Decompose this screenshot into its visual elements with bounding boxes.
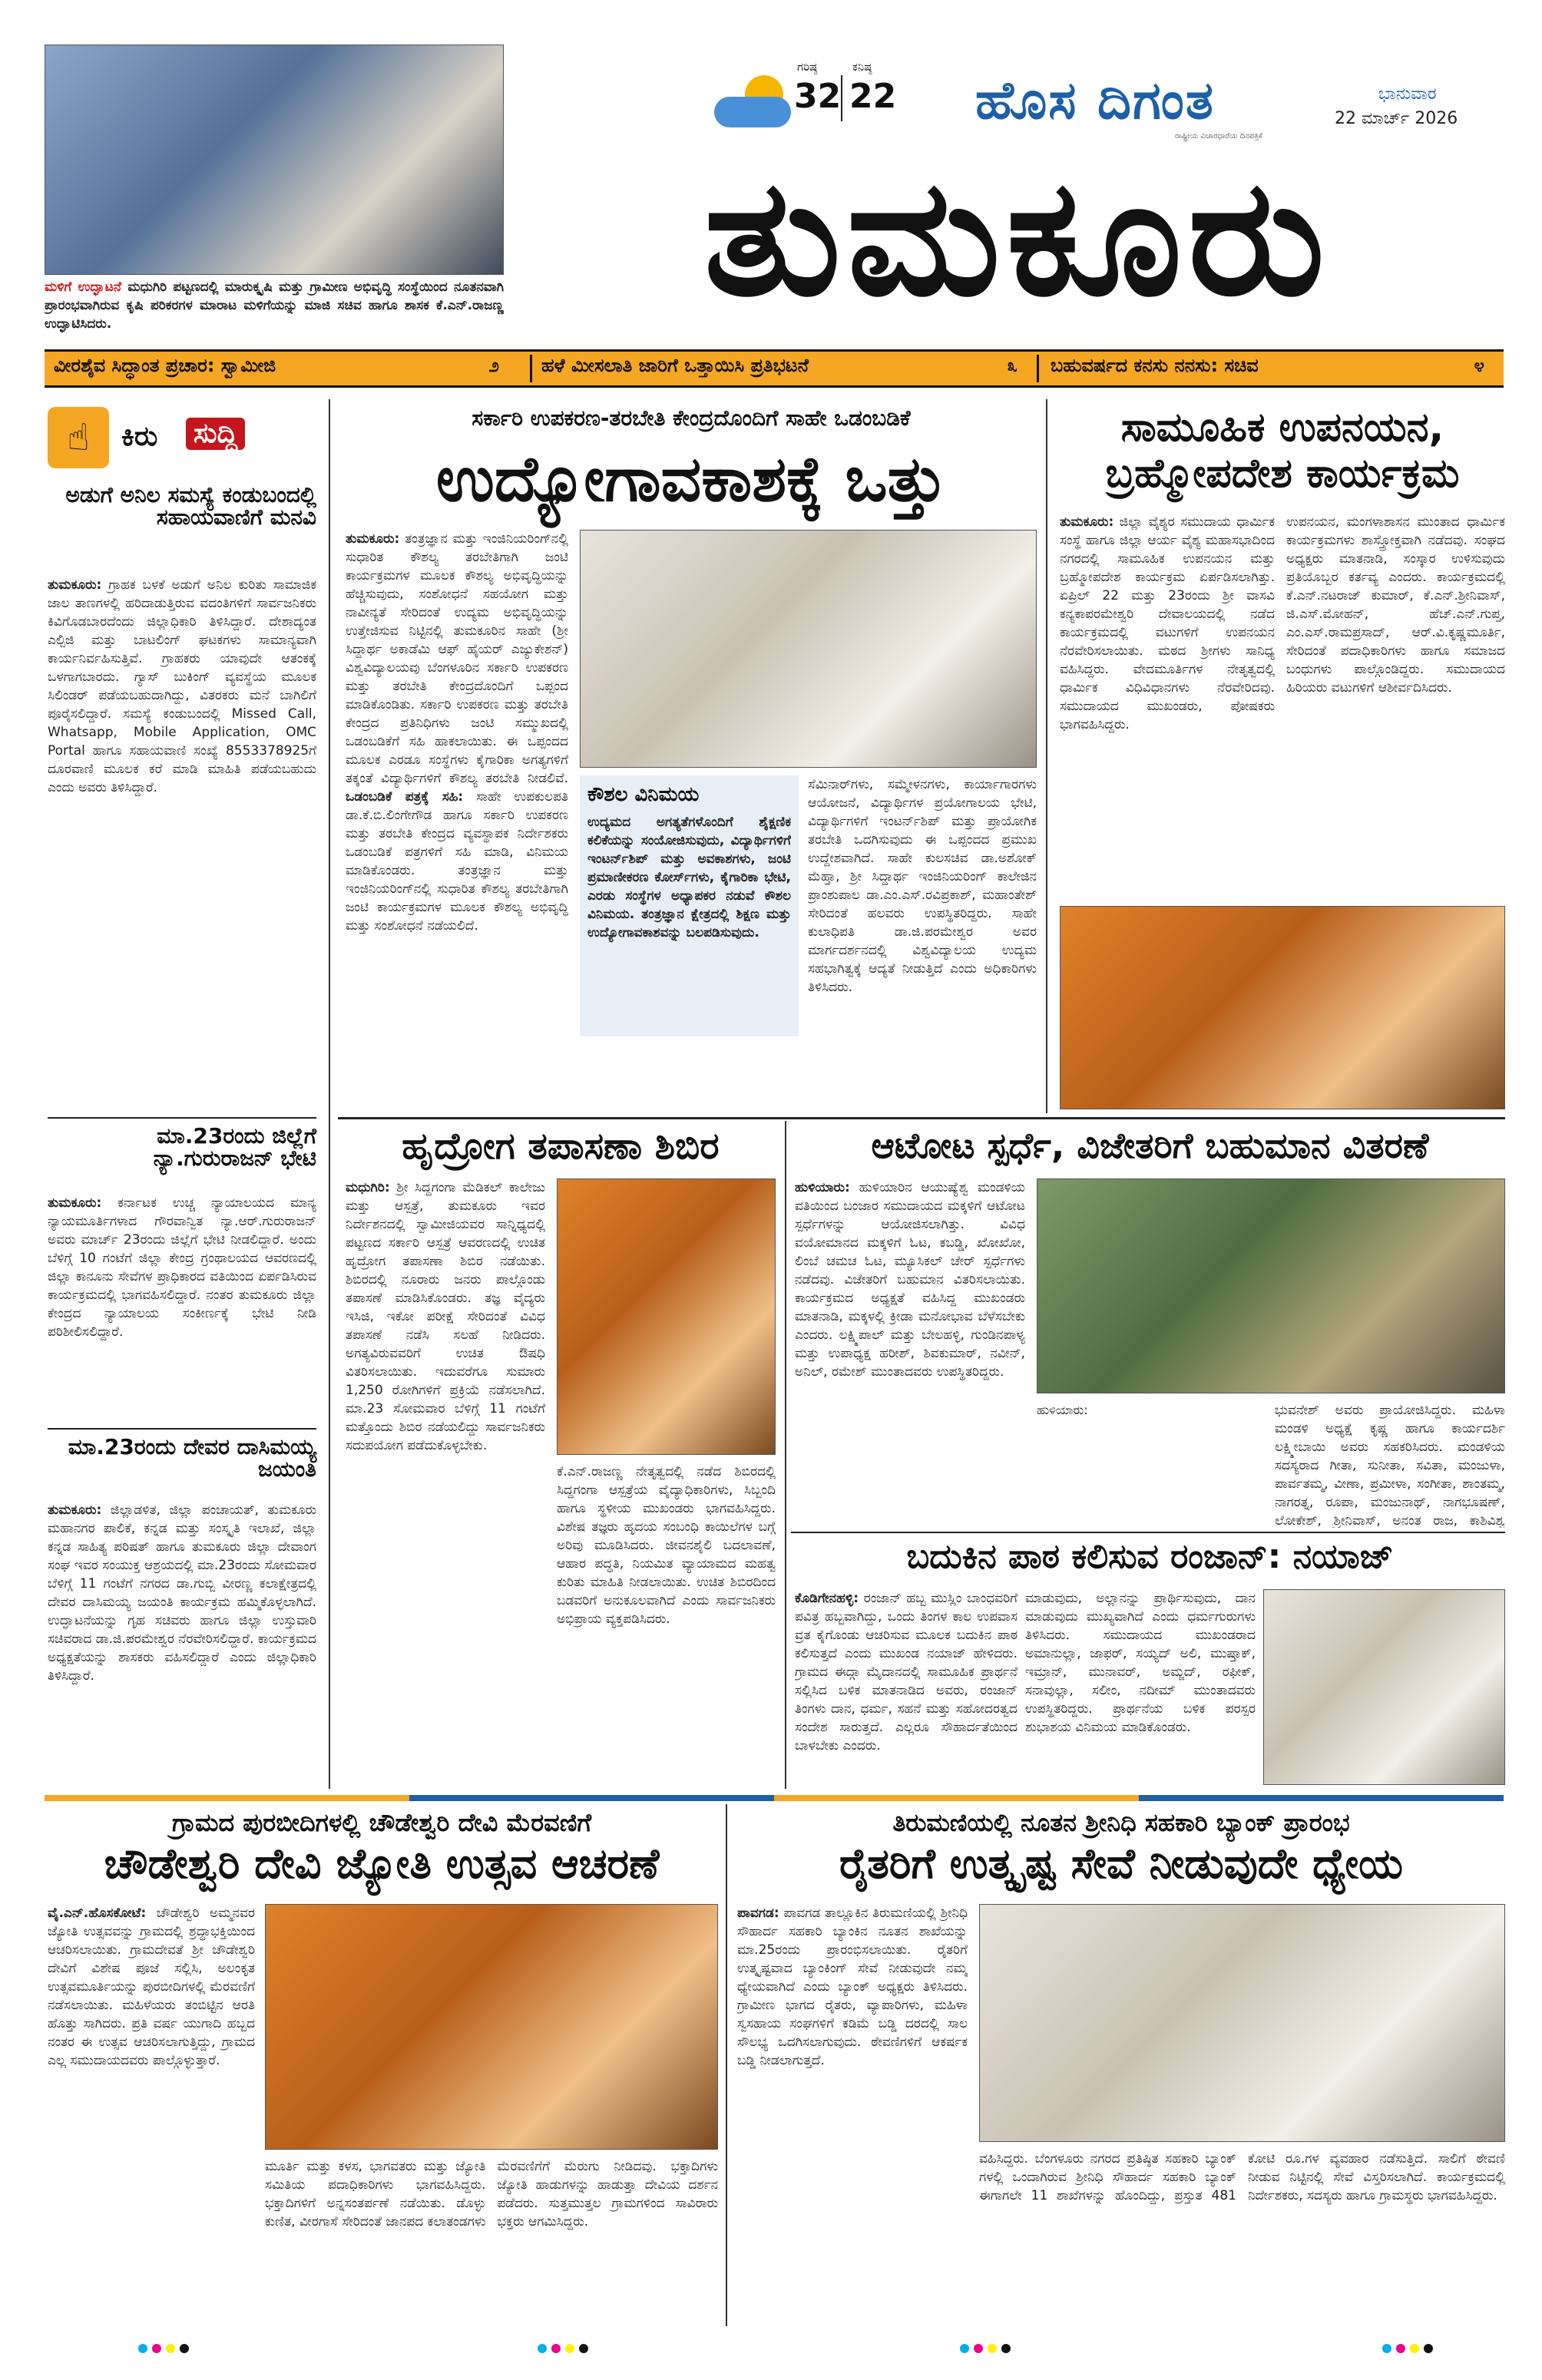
weather-widget <box>714 60 898 137</box>
edition-day: ಭಾನುವಾರ <box>1378 84 1437 104</box>
lead-box <box>580 775 799 1036</box>
upanayana-body-a: ತುಮಕೂರು: ಜಿಲ್ಲಾ ವೈಶ್ಯರ ಸಮುದಾಯ ಧಾರ್ಮಿಕ ಸಂಸ್ಥೆ ಹಾಗೂ ಜಿಲ್ಲಾ ಆರ್ಯ ವೈಶ್ಯ ಮಹಾಸಭಾದಿಂದ ನಗರದಲ್ಲಿ ಸಾಮೂಹಿಕ ಉಪನಯನ ಮತ್ತು ಬ್ರಹ್ಮೋಪದೇಶ ಕಾರ್ಯಕ್ರಮ ಏರ್ಪಡಿಸಲಾಗಿತ್ತು. ಏಪ್ರಿಲ್ 22 ಮತ್ತು 23ರಂದು ಶ್ರೀ ವಾಸವಿ ಕನ್ಯಕಾಪರಮೇಶ್ವರಿ ದೇವಾಲಯದಲ್ಲಿ ನಡೆದ ಕಾರ್ಯಕ್ರಮದಲ್ಲಿ ವಟುಗಳಿಗೆ ಉಪನಯನ ನೆರವೇರಿಸಲಾಯಿತು. ಮಠದ ಶ್ರೀಗಳು ಸಾನಿಧ್ಯ ವಹಿಸಿದ್ದರು. ವೇದಮೂರ್ತಿಗಳ ನೇತೃತ್ವದಲ್ಲಿ ಧಾರ್ಮಿಕ ವಿಧಿವಿಧಾನಗಳು ನೆರವೇರಿದವು. ಸಮುದಾಯದ ಮುಖಂಡರು, ಪೋಷಕರು ಭಾಗವಹಿಸಿದ್ದರು. <box>1060 514 1275 732</box>
choudeshwari-kicker: ಗ್ರಾಮದ ಪುರಬೀದಿಗಳಲ್ಲಿ ಚೌಡೇಶ್ವರಿ ದೇವಿ ಮೆರವಣಿಗೆ <box>172 1808 591 1837</box>
lead-body-c: ಸೆಮಿನಾರ್‌ಗಳು, ಸಮ್ಮೇಳನಗಳು, ಕಾರ್ಯಾಗಾರಗಳು ಆಯೋಜನೆ, ವಿದ್ಯಾರ್ಥಿಗಳ ಪ್ರಯೋಗಾಲಯ ಭೇಟಿ, ವಿದ್ಯಾರ್ಥಿಗಳಿಗೆ ಇಂಟರ್ನ್‌ಶಿಪ್ ಮತ್ತು ಪ್ರಾಯೋಗಿಕ ತರಬೇತಿ ಒದಗಿಸುವುದು ಈ ಒಪ್ಪಂದದ ಪ್ರಮುಖ ಉದ್ದೇಶವಾಗಿದೆ. ಸಾಹೇ ಕುಲಸಚಿವ ಡಾ.ಅಶೋಕ್ ಮೆಹ್ತಾ, ಶ್ರೀ ಸಿದ್ದಾರ್ಥ ಇಂಜಿನಿಯರಿಂಗ್ ಕಾಲೇಜಿನ ಪ್ರಾಂಶುಪಾಲ ಡಾ.ಎಂ.ಎಸ್.ರವಿಪ್ರಕಾಶ್, ಮಹಾಂತೇಶ್ ಸೇರಿದಂತೆ ಹಲವರು ಉಪಸ್ಥಿತರಿದ್ದರು. ಸಾಹೇ ಕುಲಾಧಿಪತಿ ಡಾ.ಜಿ.ಪರಮೇಶ್ವರ ಅವರ ಮಾರ್ಗದರ್ಶನದಲ್ಲಿ ವಿಶ್ವವಿದ್ಯಾಲಯ ಉದ್ಯಮ ಸಹಭಾಗಿತ್ವಕ್ಕೆ ಆದ್ಯತೆ ನೀಡುತ್ತಿದೆ ಎಂದು ಅಧಿಕಾರಿಗಳು ತಿಳಿಸಿದರು. <box>808 777 1037 995</box>
aatota-headline: ಆಟೋಟ ಸ್ಪರ್ಧೆ, ವಿಜೇತರಿಗೆ ಬಹುಮಾನ ವಿತರಣೆ <box>871 1125 1429 1166</box>
ramzan-dateline: ಕೊಡಿಗೇನಹಳ್ಳಿ: <box>795 1591 859 1606</box>
ramzan-photo <box>1263 1589 1505 1785</box>
hrudroga-body-b: ಕೆ.ಎನ್.ರಾಜಣ್ಣ ನೇತೃತ್ವದಲ್ಲಿ ನಡೆದ ಶಿಬಿರದಲ್ಲಿ ಸಿದ್ದಗಂಗಾ ಆಸ್ಪತ್ರೆಯ ವೈದ್ಯಾಧಿಕಾರಿಗಳು, ಸಿಬ್ಬಂದಿ ಹಾಗೂ ಸ್ಥಳೀಯ ಮುಖಂಡರು ಭಾಗವಹಿಸಿದ್ದರು. ವಿಶೇಷ ತಜ್ಞರು ಹೃದಯ ಸಂಬಂಧಿ ಕಾಯಿಲೆಗಳ ಬಗ್ಗೆ ಅರಿವು ಮೂಡಿಸಿದರು. ಜೀವನಶೈಲಿ ಬದಲಾವಣೆ, ಆಹಾರ ಪದ್ಧತಿ, ನಿಯಮಿತ ವ್ಯಾಯಾಮದ ಮಹತ್ವ ಕುರಿತು ಮಾಹಿತಿ ನೀಡಲಾಯಿತು. ಉಚಿತ ಶಿಬಿರದಿಂದ ಬಡವರಿಗೆ ಅನುಕೂಲವಾಗಿದೆ ಎಂದು ಸಾರ್ವಜನಿಕರು ಅಭಿಪ್ರಾಯ ವ್ಯಕ್ತಪಡಿಸಿದರು. <box>557 1464 776 1627</box>
upanayana-dateline: ತುಮಕೂರು: <box>1060 514 1114 530</box>
choudeshwari-body-a: ವೈ.ಎನ್.ಹೊಸಕೋಟೆ: ಚೌಡೇಶ್ವರಿ ಅಮ್ಮನವರ ಜ್ಯೋತಿ ಉತ್ಸವವನ್ನು ಗ್ರಾಮದಲ್ಲಿ ಶ್ರದ್ಧಾಭಕ್ತಿಯಿಂದ ಆಚರಿಸಲಾಯಿತು. ಗ್ರಾಮದೇವತೆ ಶ್ರೀ ಚೌಡೇಶ್ವರಿ ದೇವಿಗೆ ವಿಶೇಷ ಪೂಜೆ ಸಲ್ಲಿಸಿ, ಅಲಂಕೃತ ಉತ್ಸವಮೂರ್ತಿಯನ್ನು ಪುರಬೀದಿಗಳಲ್ಲಿ ಮೆರವಣಿಗೆ ನಡೆಸಲಾಯಿತು. ಮಹಿಳೆಯರು ತಂಬಿಟ್ಟಿನ ಆರತಿ ಹೊತ್ತು ಸಾಗಿದರು. ಪ್ರತಿ ವರ್ಷ ಯುಗಾದಿ ಹಬ್ಬದ ನಂತರ ಈ ಉತ್ಸವ ಆಚರಿಸಲಾಗುತ್ತಿದ್ದು, ಗ್ರಾಮದ ಎಲ್ಲ ಸಮುದಾಯದವರು ಪಾಲ್ಗೊಳ್ಳುತ್ತಾರೆ. <box>48 1906 255 2068</box>
aatota-dateline: ಹುಳಿಯಾರು: <box>795 1180 850 1195</box>
hrudroga-headline: ಹೃದ್ರೋಗ ತಪಾಸಣಾ ಶಿಬಿರ <box>402 1125 720 1168</box>
color-strip <box>45 1795 1504 1801</box>
kiru-item-1-text: ಗ್ರಾಹಕ ಬಳಕೆ ಅಡುಗೆ ಅನಿಲ ಕುರಿತು ಸಾಮಾಜಿಕ ಜಾಲ ತಾಣಗಳಲ್ಲಿ ಹರಿದಾಡುತ್ತಿರುವ ವದಂತಿಗಳಿಗೆ ಸಾರ್ವಜನಿಕರು ಕಿವಿಗೊಡಬಾರದೆಂದು ಜಿಲ್ಲಾಧಿಕಾರಿ ತಿಳಿಸಿದ್ದಾರೆ. ದೇಶಾದ್ಯಂತ ಎಲ್ಪಿಜಿ ಮತ್ತು ಬಾಟಲಿಂಗ್ ಘಟಕಗಳು ಸಾಮಾನ್ಯವಾಗಿ ಕಾರ್ಯನಿರ್ವಹಿಸುತ್ತಿವೆ. ಗ್ರಾಹಕರು ಯಾವುದೇ ಆತಂಕಕ್ಕೆ ಒಳಗಾಗಬಾರದು. ಗ್ಯಾಸ್ ಬುಕಿಂಗ್ ವ್ಯವಸ್ಥೆಯ ಮೂಲಕ ಸಿಲಿಂಡರ್ ಪಡೆಯಬಹುದಾಗಿದ್ದು, ವಿತರಕರು ಮನೆ ಬಾಗಿಲಿಗೆ ಪೂರೈಸಲಿದ್ದಾರೆ. ಸಮಸ್ಯೆ ಕಂಡುಬಂದಲ್ಲಿ Missed Call, Whatsapp, Mobile Application, OMC Portal ಹಾಗೂ ಸಹಾಯವಾಣಿ ಸಂಖ್ಯೆ 8553378925ಗೆ ದೂರವಾಣಿ ಮೂಲಕ ಕರೆ ಮಾಡಿ ಮಾಹಿತಿ ಪಡೆಯಬಹುದು ಎಂದು ಅವರು ತಿಳಿಸಿದ್ದಾರೆ. <box>48 577 316 795</box>
bank-body-b: ವಹಿಸಿದ್ದರು. ಬೆಂಗಳೂರು ನಗರದ ಪ್ರತಿಷ್ಠಿತ ಸಹಕಾರಿ ಬ್ಯಾಂಕ್ ಗಳಲ್ಲಿ ಒಂದಾಗಿರುವ ಶ್ರೀನಿಧಿ ಸೌಹಾರ್ದ ಸಹಕಾರಿ ಬ್ಯಾಂಕ್ ಈಗಾಗಲೇ 11 ಶಾಖೆಗಳನ್ನು ಹೊಂದಿದ್ದು, ಪ್ರಸ್ತುತ 481 ಕೋಟಿ ರೂ.ಗಳ ವ್ಯವಹಾರ ನಡೆಸುತ್ತಿದೆ. ಸಾಲಿಗೆ ಠೇವಣಿ ನೀಡುವ ನಿಟ್ಟಿನಲ್ಲಿ ಸೇವೆ ವಿಸ್ತರಿಸಲಾಗಿದೆ. ಕಾರ್ಯಕ್ರಮದಲ್ಲಿ ನಿರ್ದೇಶಕರು, ಸದಸ್ಯರು ಹಾಗೂ ಗ್ರಾಮಸ್ಥರು ಭಾಗವಹಿಸಿದ್ದರು. <box>979 2151 1505 2203</box>
kiru-item-3-dateline: ತುಮಕೂರು: <box>48 1502 102 1518</box>
kiru-item-2-text: ಕರ್ನಾಟಕ ಉಚ್ಚ ನ್ಯಾಯಾಲಯದ ಮಾನ್ಯ ನ್ಯಾಯಮೂರ್ತಿಗಳಾದ ಗೌರವಾನ್ವಿತ ನ್ಯಾ.ಆರ್.ಗುರುರಾಜನ್ ಅವರು ಮಾರ್ಚ್ 23ರಂದು ಜಿಲ್ಲೆಗೆ ಭೇಟಿ ನೀಡಲಿದ್ದಾರೆ. ಅಂದು ಬೆಳಿಗ್ಗೆ 10 ಗಂಟೆಗೆ ಜಿಲ್ಲಾ ಕೇಂದ್ರ ಗ್ರಂಥಾಲಯದ ಆವರಣದಲ್ಲಿ ಜಿಲ್ಲಾ ಕಾನೂನು ಸೇವೆಗಳ ಪ್ರಾಧಿಕಾರದ ವತಿಯಿಂದ ಏರ್ಪಡಿಸಿರುವ ಕಾರ್ಯಕ್ರಮದಲ್ಲಿ ಭಾಗವಹಿಸಲಿದ್ದಾರೆ. ನಂತರ ತುಮಕೂರು ಜಿಲ್ಲಾ ಕೇಂದ್ರದ ನ್ಯಾಯಾಲಯ ಸಂಕೀರ್ಣಕ್ಕೆ ಭೇಟಿ ನೀಡಿ ಪರಿಶೀಲಿಸಲಿದ್ದಾರೆ. <box>48 1195 316 1340</box>
ramzan-body-b: ಮಾಡುವುದು, ಅಲ್ಲಾನನ್ನು ಪ್ರಾರ್ಥಿಸುವುದು, ದಾನ ಮಾಡುವುದು ಮುಖ್ಯವಾಗಿದೆ ಎಂದು ಧರ್ಮಗುರುಗಳು ತಿಳಿಸಿದರು. ಸಮುದಾಯದ ಮುಖಂಡರಾದ ಅಮಾನುಲ್ಲಾ, ಜಾಫರ್, ಸಯ್ಯದ್ ಅಲಿ, ಮುಷ್ತಾಕ್, ಇಮ್ರಾನ್, ಮುನಾವರ್, ಅಮ್ಜದ್, ರಫೀಕ್, ಸನಾವುಲ್ಲಾ, ಸಲೀಂ, ನದೀಮ್ ಮುಂತಾದವರು ಉಪಸ್ಥಿತರಿದ್ದರು. ಪ್ರಾರ್ಥನೆಯ ಬಳಿಕ ಪರಸ್ಪರ ಶುಭಾಶಯ ವಿನಿಮಯ ಮಾಡಿಕೊಂಡರು. <box>1025 1591 1256 1735</box>
teaser-1-text: ವೀರಶೈವ ಸಿದ್ಧಾಂತ ಪ್ರಚಾರ: ಸ್ವಾಮೀಜಿ <box>54 355 276 376</box>
lead-subhead: ಒಡಂಬಡಿಕೆ ಪತ್ರಕ್ಕೆ ಸಹಿ: <box>346 789 464 805</box>
kiru-item-2-headline: ಮಾ.23ರಂದು ಜಿಲ್ಲೆಗೆ ನ್ಯಾ.ಗುರುರಾಜನ್ ಭೇಟಿ <box>153 1123 316 1172</box>
kiru-item-1-headline: ಅಡುಗೆ ಅನಿಲ ಸಮಸ್ಯೆ ಕಂಡುಬಂದಲ್ಲಿ ಸಹಾಯವಾಣಿಗೆ ಮನವಿ <box>65 482 316 531</box>
teaser-3-page: ೪ <box>1474 355 1484 376</box>
teaser-2-text: ಹಳೆ ಮೀಸಲಾತಿ ಜಾರಿಗೆ ಒತ್ತಾಯಿಸಿ ಪ್ರತಿಭಟನೆ <box>541 355 809 376</box>
bank-photo <box>979 1904 1505 2142</box>
top-photo-caption-text: ಮಧುಗಿರಿ ಪಟ್ಟಣದಲ್ಲಿ ಮಾರುಕ್ಕೃಷಿ ಮತ್ತು ಗ್ರಾಮೀಣ ಅಭಿವೃದ್ಧಿ ಸಂಸ್ಥೆಯಿಂದ ನೂತನವಾಗಿ ಪ್ರಾರಂಭವಾಗಿರುವ ಕೃಷಿ ಪರಿಕರಗಳ ಮಾರಾಟ ಮಳಿಗೆಯನ್ನು ಮಾಜಿ ಸಚಿವ ಹಾಗೂ ಶಾಸಕ ಕೆ.ಎನ್.ರಾಜಣ್ಣ ಉದ್ಘಾಟಿಸಿದರು. <box>45 279 504 332</box>
bank-kicker: ತಿರುಮಣಿಯಲ್ಲಿ ನೂತನ ಶ್ರೀನಿಧಿ ಸಹಕಾರಿ ಬ್ಯಾಂಕ್ ಪ್ರಾರಂಭ <box>892 1808 1350 1837</box>
teaser-1[interactable] <box>54 355 530 385</box>
kiru-item-3-body <box>48 1501 316 1785</box>
lead-body-a: ತುಮಕೂರು: ತಂತ್ರಜ್ಞಾನ ಮತ್ತು ಇಂಜಿನಿಯರಿಂಗ್‌ನಲ್ಲಿ ಸುಧಾರಿತ ಕೌಶಲ್ಯ ತರಬೇತಿಗಾಗಿ ಜಂಟಿ ಕಾರ್ಯಕ್ರಮಗಳ ಮೂಲಕ ಕೌಶಲ್ಯ ಅಭಿವೃದ್ಧಿಯನ್ನು ಹೆಚ್ಚಿಸುವುದು, ಸಂಶೋಧನೆ ಸಹಯೋಗ ಮತ್ತು ನಾವೀನ್ಯತೆ ಸೇರಿದಂತೆ ಉದ್ಯಮ ಅಭಿವೃದ್ಧಿಯನ್ನು ಉತ್ತೇಜಿಸುವ ನಿಟ್ಟಿನಲ್ಲಿ ತುಮಕೂರಿನ ಸಾಹೇ (ಶ್ರೀ ಸಿದ್ದಾರ್ಥ ಅಕಾಡೆಮಿ ಆಫ್ ಹೈಯರ್ ಎಜ್ಯುಕೇಶನ್) ವಿಶ್ವವಿದ್ಯಾಲಯವು ಬೆಂಗಳೂರಿನ ಸರ್ಕಾರಿ ಉಪಕರಣ ಮತ್ತು ತರಬೇತಿ ಕೇಂದ್ರದೊಂದಿಗೆ ಒಪ್ಪಂದ ಮಾಡಿಕೊಂಡಿತು. ಸರ್ಕಾರಿ ಉಪಕರಣ ಮತ್ತು ತರಬೇತಿ ಕೇಂದ್ರದ ಪ್ರತಿನಿಧಿಗಳು ಜಂಟಿ ಸಮ್ಮುಖದಲ್ಲಿ ಒಡಂಬಡಿಕೆಗೆ ಸಹಿ ಹಾಕಲಾಯಿತು. ಈ ಒಪ್ಪಂದದ ಮೂಲಕ ಎರಡೂ ಸಂಸ್ಥೆಗಳು ಕೈಗಾರಿಕಾ ಅಗತ್ಯಗಳಿಗೆ ತಕ್ಕಂತೆ ವಿದ್ಯಾರ್ಥಿಗಳಿಗೆ ಕೌಶಲ್ಯ ತರಬೇತಿ ನೀಡಲಿವೆ. ಒಡಂಬಡಿಕೆ ಪತ್ರಕ್ಕೆ ಸಹಿ: ಸಾಹೇ ಉಪಕುಲಪತಿ ಡಾ.ಕೆ.ಬಿ.ಲಿಂಗೇಗೌಡ ಹಾಗೂ ಸರ್ಕಾರಿ ಉಪಕರಣ ಮತ್ತು ತರಬೇತಿ ಕೇಂದ್ರದ ವ್ಯವಸ್ಥಾಪಕ ನಿರ್ದೇಶಕರು ಒಡಂಬಡಿಕೆ ಪತ್ರಗಳಿಗೆ ಸಹಿ ಮಾಡಿ, ವಿನಿಮಯ ಮಾಡಿಕೊಂಡರು. ತಂತ್ರಜ್ಞಾನ ಮತ್ತು ಇಂಜಿನಿಯರಿಂಗ್‌ನಲ್ಲಿ ಸುಧಾರಿತ ಕೌಶಲ್ಯ ತರಬೇತಿಗಾಗಿ ಜಂಟಿ ಕಾರ್ಯಕ್ರಮಗಳ ಮೂಲಕ ಕೌಶಲ್ಯ ಅಭಿವೃದ್ಧಿ ಮತ್ತು ಸಂಶೋಧನೆ ನಡೆಯಲಿದೆ. <box>346 531 568 934</box>
teaser-2-page: ೩ <box>1007 355 1018 376</box>
weather-min: 22 <box>849 77 897 116</box>
kiru-item-3-headline: ಮಾ.23ರಂದು ದೇವರ ದಾಸಿಮಯ್ಯ ಜಯಂತಿ <box>68 1434 316 1483</box>
edition-date: 22 ಮಾರ್ಚ್ 2026 <box>1335 109 1458 128</box>
kiru-item-2-dateline: ತುಮಕೂರು: <box>48 1195 102 1211</box>
upanayana-headline-a: ಸಾಮೂಹಿಕ ಉಪನಯನ, <box>1120 405 1444 451</box>
weather-min-label: ಕನಿಷ್ಠ <box>852 60 872 74</box>
hrudroga-photo <box>557 1178 776 1455</box>
hrudroga-dateline: ಮಧುಗಿರಿ: <box>346 1180 390 1195</box>
lead-headline: ಉದ್ಯೋಗಾವಕಾಶಕ್ಕೆ ಒತ್ತು <box>435 443 947 516</box>
ramzan-headline: ಬದುಕಿನ ಪಾಠ ಕಲಿಸುವ ರಂಜಾನ್: ನಯಾಜ್ <box>906 1537 1394 1576</box>
top-photo-caption <box>45 278 504 338</box>
hand-pointing-icon: ☝ <box>48 407 109 468</box>
upanayana-body-b: ಉಪನಯನ, ಮಂಗಳಾಶಾಸನ ಮುಂತಾದ ಧಾರ್ಮಿಕ ಕಾರ್ಯಕ್ರಮಗಳು ಶಾಸ್ತ್ರೋಕ್ತವಾಗಿ ನಡೆದವು. ಸಂಘದ ಅಧ್ಯಕ್ಷರು ಮಾತನಾಡಿ, ಸಂಸ್ಕಾರ ಉಳಿಸುವುದು ಪ್ರತಿಯೊಬ್ಬರ ಕರ್ತವ್ಯ ಎಂದರು. ಕಾರ್ಯಕ್ರಮದಲ್ಲಿ ಕೆ.ಎನ್.ನಟರಾಜ್ ಕುಮಾರ್, ಕೆ.ಎನ್.ಶ್ರೀನಿವಾಸ್, ಜಿ.ಎಸ್.ಮೋಹನ್, ಹೆಚ್.ಎನ್.ಗುಪ್ತ, ಎಂ.ಎಸ್.ರಾಮಪ್ರಸಾದ್, ಆರ್.ವಿ.ಕೃಷ್ಣಮೂರ್ತಿ, ಸೇರಿದಂತೆ ಪದಾಧಿಕಾರಿಗಳು ಹಾಗೂ ಸಮಾಜದ ಬಂಧುಗಳು ಪಾಲ್ಗೊಂಡಿದ್ದರು. ಸಮುದಾಯದ ಹಿರಿಯರು ವಟುಗಳಿಗೆ ಆಶೀರ್ವದಿಸಿದರು. <box>1286 514 1505 696</box>
aatota-body-b: ಭುವನೇಶ್ ಅವರು ಪ್ರಾಯೋಜಿಸಿದ್ದರು. ಮಹಿಳಾ ಮಂಡಳಿ ಅಧ್ಯಕ್ಷೆ ಕೃಷ್ಣ ಹಾಗೂ ಕಾರ್ಯದರ್ಶಿ ಲಕ್ಷ್ಮೀಬಾಯಿ ಅವರು ಸಹಕರಿಸಿದರು. ಮಂಡಳಿಯ ಸದಸ್ಯರಾದ ಗೀತಾ, ಸುನೀತಾ, ಸವಿತಾ, ಮಂಜುಳಾ, ಪಾರ್ವತಮ್ಮ, ವೀಣಾ, ಪ್ರಮೀಳಾ, ಸಂಗೀತಾ, ಶಾಂತಮ್ಮ, ನಾಗರತ್ನ, ರೂಪಾ, ಮಂಜುನಾಥ್, ನಾಗಭೂಷಣ್, ಲೋಕೇಶ್, ಶ್ರೀನಿವಾಸ್, ಅನಂತ ರಾಜ, ಕಾಶಿವಿಶ್ವ <box>1275 1403 1505 1528</box>
lead-kicker: ಸರ್ಕಾರಿ ಉಪಕರಣ-ತರಬೇತಿ ಕೇಂದ್ರದೊಂದಿಗೆ ಸಾಹೇ ಒಡಂಬಡಿಕೆ <box>472 405 911 431</box>
kiru-label: ಕಿರು <box>121 421 158 452</box>
ramzan-body-a: ಕೊಡಿಗೇನಹಳ್ಳಿ: ರಂಜಾನ್ ಹಬ್ಬ ಮುಸ್ಲಿಂ ಬಾಂಧವರಿಗೆ ಪವಿತ್ರ ಹಬ್ಬವಾಗಿದ್ದು, ಒಂದು ತಿಂಗಳ ಕಾಲ ಉಪವಾಸ ವ್ರತ ಕೈಗೊಂಡು ಆಚರಿಸುವ ಮೂಲಕ ಬದುಕಿನ ಪಾಠ ಕಲಿಸುತ್ತದೆ ಎಂದು ಮುಖಂಡ ನಯಾಜ್ ಹೇಳಿದರು. ಗ್ರಾಮದ ಈದ್ಗಾ ಮೈದಾನದಲ್ಲಿ ಸಾಮೂಹಿಕ ಪ್ರಾರ್ಥನೆ ಸಲ್ಲಿಸಿದ ಬಳಿಕ ಮಾತನಾಡಿದ ಅವರು, ರಂಜಾನ್ ತಿಂಗಳು ದಾನ, ಧರ್ಮ, ಸಹನೆ ಮತ್ತು ಸಹೋದರತ್ವದ ಸಂದೇಶ ಸಾರುತ್ತದೆ. ಎಲ್ಲರೂ ಸೌಹಾರ್ದತೆಯಿಂದ ಬಾಳಬೇಕು ಎಂದರು. <box>795 1591 1018 1754</box>
registration-dots-1 <box>138 2342 194 2356</box>
lead-photo <box>580 530 1037 768</box>
kiru-item-3-text: ಜಿಲ್ಲಾಡಳಿತ, ಜಿಲ್ಲಾ ಪಂಚಾಯತ್, ತುಮಕೂರು ಮಹಾನಗರ ಪಾಲಿಕೆ, ಕನ್ನಡ ಮತ್ತು ಸಂಸ್ಕೃತಿ ಇಲಾಖೆ, ಜಿಲ್ಲಾ ಕನ್ನಡ ಸಾಹಿತ್ಯ ಪರಿಷತ್ ಹಾಗೂ ತುಮಕೂರು ಜಿಲ್ಲಾ ದೇವಾಂಗ ಸಂಘ ಇವರ ಸಂಯುಕ್ತ ಆಶ್ರಯದಲ್ಲಿ ಮಾ.23ರಂದು ಸೋಮವಾರ ಬೆಳಿಗ್ಗೆ 11 ಗಂಟೆಗೆ ನಗರದ ಡಾ.ಗುಬ್ಬಿ ವೀರಣ್ಣ ಕಲಾಕ್ಷೇತ್ರದಲ್ಲಿ ದೇವರ ದಾಸಿಮಯ್ಯ ಜಯಂತಿ ಕಾರ್ಯಕ್ರಮ ಹಮ್ಮಿಕೊಳ್ಳಲಾಗಿದೆ. ಉದ್ಘಾಟನೆಯನ್ನು ಗೃಹ ಸಚಿವರು ಹಾಗೂ ಜಿಲ್ಲಾ ಉಸ್ತುವಾರಿ ಸಚಿವರಾದ ಡಾ.ಜಿ.ಪರಮೇಶ್ವರ ನೆರವೇರಿಸಲಿದ್ದಾರೆ. ಕಾರ್ಯಕ್ರಮದ ಅಧ್ಯಕ್ಷತೆಯನ್ನು ಶಾಸಕರು ವಹಿಸಲಿದ್ದಾರೆ ಎಂದು ಜಿಲ್ಲಾಧಿಕಾರಿ ತಿಳಿಸಿದ್ದಾರೆ. <box>48 1502 316 1684</box>
kiru-item-1-body <box>48 576 316 1113</box>
paper-tagline: ರಾಷ್ಟ್ರೀಯ ವಿಚಾರಧಾರೆಯ ದಿನಪತ್ರಿಕೆ <box>1175 132 1262 140</box>
registration-dots-3 <box>960 2342 1015 2356</box>
upanayana-headline-b: ಬ್ರಹ್ಮೋಪದೇಶ ಕಾರ್ಯಕ್ರಮ <box>1105 451 1460 497</box>
lead-box-title: ಕೌಶಲ ವಿನಿಮಯ <box>587 783 700 806</box>
upanayana-photo <box>1060 906 1505 1109</box>
teaser-1-page: ೨ <box>488 355 499 376</box>
teaser-3-text: ಬಹುವರ್ಷದ ಕನಸು ನನಸು: ಸಚಿವ <box>1051 355 1259 376</box>
lead-box-body: ಉದ್ಯಮದ ಅಗತ್ಯತೆಗಳೊಂದಿಗೆ ಶೈಕ್ಷಣಿಕ ಕಲಿಕೆಯನ್ನು ಸಂಯೋಜಿಸುವುದು, ವಿದ್ಯಾರ್ಥಿಗಳಿಗೆ ಇಂಟರ್ನ್‌ಶಿಪ್ ಮತ್ತು ಅವಕಾಶಗಳು, ಜಂಟಿ ಪ್ರಮಾಣೀಕರಣ ಕೋರ್ಸ್‌ಗಳು, ಕೈಗಾರಿಕಾ ಭೇಟಿ, ಎರಡು ಸಂಸ್ಥೆಗಳ ಅಧ್ಯಾಪಕರ ನಡುವೆ ಕೌಶಲ ವಿನಿಮಯ. ತಂತ್ರಜ್ಞಾನ ಕ್ಷೇತ್ರದಲ್ಲಿ ಶಿಕ್ಷಣ ಮತ್ತು ಉದ್ಯೋಗಾವಕಾಶವನ್ನು ಬಲಪಡಿಸುವುದು. <box>587 815 791 940</box>
top-photo-caption-label: ಮಳಿಗೆ ಉದ್ಘಾಟನೆ <box>45 279 122 295</box>
weather-cloud-icon <box>714 75 799 129</box>
bank-body-a: ಪಾವಗಡ: ಪಾವಗಡ ತಾಲ್ಲೂಕಿನ ತಿರುಮಣಿಯಲ್ಲಿ ಶ್ರೀನಿಧಿ ಸೌಹಾರ್ದ ಸಹಕಾರಿ ಬ್ಯಾಂಕಿನ ನೂತನ ಶಾಖೆಯನ್ನು ಮಾ.25ರಂದು ಪ್ರಾರಂಭಿಸಲಾಯಿತು. ರೈತರಿಗೆ ಉತ್ಕೃಷ್ಟವಾದ ಬ್ಯಾಂಕಿಂಗ್ ಸೇವೆ ನೀಡುವುದೇ ನಮ್ಮ ಧ್ಯೇಯವಾಗಿದೆ ಎಂದು ಬ್ಯಾಂಕ್ ಅಧ್ಯಕ್ಷರು ತಿಳಿಸಿದರು. ಗ್ರಾಮೀಣ ಭಾಗದ ರೈತರು, ವ್ಯಾಪಾರಿಗಳು, ಮಹಿಳಾ ಸ್ವಸಹಾಯ ಸಂಘಗಳಿಗೆ ಕಡಿಮೆ ಬಡ್ಡಿ ದರದಲ್ಲಿ ಸಾಲ ಸೌಲಭ್ಯ ಒದಗಿಸಲಾಗುವುದು. ಠೇವಣಿಗಳಿಗೆ ಆಕರ್ಷಕ ಬಡ್ಡಿ ನೀಡಲಾಗುತ್ತದೆ. <box>737 1906 968 2068</box>
suddi-label: ಸುದ್ದಿ <box>186 418 245 450</box>
choudeshwari-body-b: ಮೂರ್ತಿ ಮತ್ತು ಕಳಸ, ಭಾಗವತರು ಮತ್ತು ಜ್ಯೋತಿ ಸಮಿತಿಯ ಪದಾಧಿಕಾರಿಗಳು ಭಾಗವಹಿಸಿದ್ದರು. ಭಕ್ತಾದಿಗಳಿಗೆ ಅನ್ನಸಂತರ್ಪಣೆ ನಡೆಯಿತು. ಡೊಳ್ಳು ಕುಣಿತ, ವೀರಗಾಸೆ ಸೇರಿದಂತೆ ಜಾನಪದ ಕಲಾತಂಡಗಳು ಮೆರವಣಿಗೆಗೆ ಮೆರುಗು ನೀಡಿದವು. ಭಕ್ತಾದಿಗಳು ಜ್ಯೋತಿ ಹಾಡುಗಳನ್ನು ಹಾಡುತ್ತಾ ದೇವಿಯ ದರ್ಶನ ಪಡೆದರು. ಸುತ್ತಮುತ್ತಲ ಗ್ರಾಮಗಳಿಂದ ಸಾವಿರಾರು ಭಕ್ತರು ಆಗಮಿಸಿದ್ದರು. <box>265 2159 718 2230</box>
choudeshwari-photo <box>265 1904 718 2150</box>
lead-dateline: ತುಮಕೂರು: <box>346 531 400 547</box>
edition-title: ತುಮಕೂರು <box>703 144 1332 332</box>
aatota-body-intro: ಹುಳಿಯಾರು: ಹುಳಿಯಾರಿನ ಆಯುಷ್ಯೆಶ್ವ ಮಂಡಳಿಯ ವತಿಯಿಂದ ಬಂಜಾರ ಸಮುದಾಯದ ಮಕ್ಕಳಿಗೆ ಆಟೋಟ ಸ್ಪರ್ಧೆಗಳನ್ನು ಆಯೋಜಿಸಲಾಗಿತ್ತು. ವಿವಿಧ ವಯೋಮಾನದ ಮಕ್ಕಳಿಗೆ ಓಟ, ಕಬಡ್ಡಿ, ಖೋಖೋ, ಲಿಂಬೆ ಚಮಚ ಓಟ, ಮ್ಯೂಸಿಕಲ್ ಚೇರ್ ಸ್ಪರ್ಧೆಗಳು ನಡೆದವು. ವಿಜೇತರಿಗೆ ಬಹುಮಾನ ವಿತರಿಸಲಾಯಿತು. ಕಾರ್ಯಕ್ರಮದ ಅಧ್ಯಕ್ಷತೆ ವಹಿಸಿದ್ದ ಮುಖಂಡರು ಮಾತನಾಡಿ, ಮಕ್ಕಳಲ್ಲಿ ಕ್ರೀಡಾ ಮನೋಭಾವ ಬೆಳೆಸಬೇಕು ಎಂದರು. ಲಕ್ಷ್ಮಿಪಾಲ್ ಮತ್ತು ಬೇಲಹಳ್ಳಿ, ಗುಂಡಿನಪಾಳ್ಯ ಮತ್ತು ಉಪಾಧ್ಯಕ್ಷ ಹರೀಶ್, ಶಿವಕುಮಾರ್, ನವೀನ್, ಅನಿಲ್, ರಮೇಶ್ ಮುಂತಾದವರು ಉಪಸ್ಥಿತರಿದ್ದರು. <box>795 1180 1025 1380</box>
registration-dots-2 <box>538 2342 593 2356</box>
weather-max-label: ಗರಿಷ್ಠ <box>797 60 818 74</box>
aatota-photo <box>1037 1178 1505 1393</box>
choudeshwari-dateline: ವೈ.ಎನ್.ಹೊಸಕೋಟೆ: <box>48 1906 147 1921</box>
teaser-3[interactable] <box>1051 355 1500 385</box>
bank-dateline: ಪಾವಗಡ: <box>737 1906 779 1921</box>
bank-headline: ರೈತರಿಗೆ ಉತ್ಕೃಷ್ಟ ಸೇವೆ ನೀಡುವುದೇ ಧ್ಯೇಯ <box>839 1840 1404 1888</box>
kiru-item-1-dateline: ತುಮಕೂರು: <box>48 577 102 593</box>
registration-dots-4 <box>1382 2342 1438 2356</box>
aatota-body-mid: ಹುಳಿಯಾರು: <box>1037 1403 1088 1417</box>
hrudroga-body-a: ಮಧುಗಿರಿ: ಶ್ರೀ ಸಿದ್ದಗಂಗಾ ಮೆಡಿಕಲ್ ಕಾಲೇಜು ಮತ್ತು ಆಸ್ಪತ್ರೆ, ತುಮಕೂರು ಇವರ ನಿರ್ದೇಶನದಲ್ಲಿ ಸ್ವಾಮೀಜಿಯವರ ಸಾನ್ನಿಧ್ಯದಲ್ಲಿ ಪಟ್ಟಣದ ಸರ್ಕಾರಿ ಆಸ್ಪತ್ರೆ ಆವರಣದಲ್ಲಿ ಉಚಿತ ಹೃದ್ರೋಗ ತಪಾಸಣಾ ಶಿಬಿರ ನಡೆಯಿತು. ಶಿಬಿರದಲ್ಲಿ ನೂರಾರು ಜನರು ಪಾಲ್ಗೊಂಡು ತಪಾಸಣೆ ಮಾಡಿಸಿಕೊಂಡರು. ತಜ್ಞ ವೈದ್ಯರು ಇಸಿಜಿ, ಇಕೋ ಪರೀಕ್ಷೆ ಸೇರಿದಂತೆ ವಿವಿಧ ತಪಾಸಣೆ ನಡೆಸಿ ಸಲಹೆ ನೀಡಿದರು. ಅಗತ್ಯವಿರುವವರಿಗೆ ಉಚಿತ ಔಷಧಿ ವಿತರಿಸಲಾಯಿತು. ಇದುವರೆಗೂ ಸುಮಾರು 1,250 ರೋಗಿಗಳಿಗೆ ಪ್ರಕ್ರಿಯೆ ನಡೆಸಲಾಗಿದೆ. ಮಾ.23 ಸೋಮವಾರ ಬೆಳಿಗ್ಗೆ 11 ಗಂಟೆಗೆ ಮತ್ತೊಂದು ಶಿಬಿರ ನಡೆಯಲಿದ್ದು ಸಾರ್ವಜನಿಕರು ಸದುಪಯೋಗ ಪಡೆದುಕೊಳ್ಳಬೇಕು. <box>346 1180 545 1453</box>
choudeshwari-headline: ಚೌಡೇಶ್ವರಿ ದೇವಿ ಜ್ಯೋತಿ ಉತ್ಸವ ಆಚರಣೆ <box>104 1840 660 1888</box>
weather-max: 32 <box>794 77 842 116</box>
kiru-suddi-badge <box>48 407 309 468</box>
kiru-item-2-body <box>48 1194 316 1424</box>
top-photo <box>45 45 504 275</box>
teaser-2[interactable] <box>541 355 1033 385</box>
paper-name: ಹೊಸ ದಿಗಂತ <box>975 71 1215 131</box>
